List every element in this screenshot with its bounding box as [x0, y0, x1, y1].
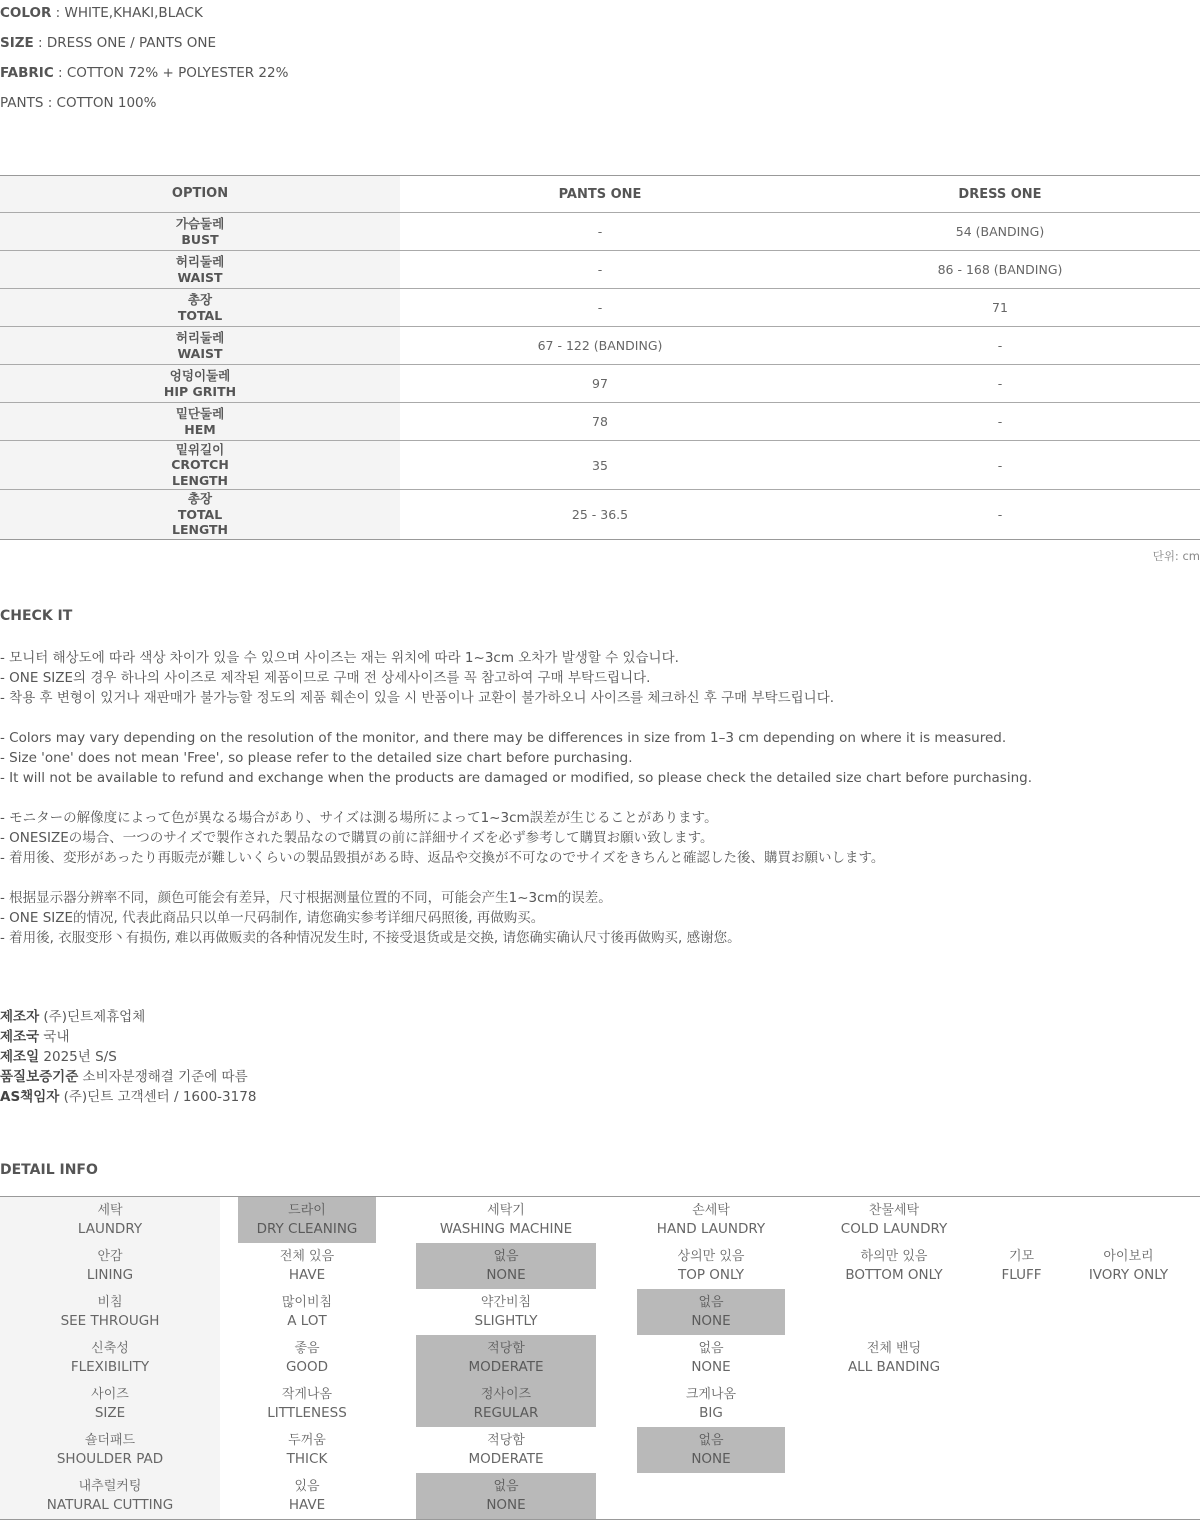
size-table [0, 175, 1200, 540]
check-ko-line: - ONE SIZE의 경우 하나의 사이즈로 제작된 제품이므로 구매 전 상세사이즈를 꼭 참고하여 구매 부탁드립니다. [0, 670, 651, 686]
detail-label-ko: 숄더패드 [84, 1433, 136, 1448]
dress-value: - [997, 414, 1003, 429]
detail-option-en: COLD LAUNDRY [840, 1221, 948, 1237]
maker-value: 소비자분쟁해결 기준에 따름 [78, 1069, 248, 1085]
size-table-row [0, 490, 1200, 539]
detail-row [0, 1381, 1200, 1427]
detail-option-en: ALL BANDING [847, 1359, 941, 1375]
detail-option-en: HAVE [288, 1497, 326, 1513]
detail-label-en: LAUNDRY [77, 1221, 143, 1237]
check-ko [0, 648, 834, 708]
maker-line [0, 1007, 256, 1027]
detail-label-en: LINING [86, 1267, 134, 1283]
maker-info [0, 1007, 256, 1107]
measure-label [0, 403, 400, 440]
detail-option-en: LITTLENESS [267, 1405, 347, 1421]
detail-option-en: MODERATE [468, 1359, 544, 1375]
check-ko-line: - 모니터 해상도에 따라 색상 차이가 있을 수 있으며 사이즈는 재는 위치에 따라 1~3cm 오차가 발생할 수 있습니다. [0, 650, 679, 666]
detail-row [0, 1289, 1200, 1335]
detail-label-en: SEE THROUGH [60, 1313, 160, 1329]
detail-option-ko: 찬물세탁 [868, 1203, 920, 1218]
maker-value: 2025년 S/S [39, 1049, 117, 1065]
detail-option [637, 1197, 785, 1243]
detail-option-ko: 손세탁 [692, 1203, 730, 1218]
detail-option-en: FLUFF [1001, 1267, 1042, 1283]
detail-table [0, 1196, 1200, 1520]
header-dress: DRESS ONE [958, 186, 1042, 202]
spec-color-value: : WHITE,KHAKI,BLACK [51, 5, 203, 21]
detail-option [985, 1243, 1058, 1289]
detail-label [0, 1473, 220, 1519]
detail-option-ko: 없음 [698, 1341, 724, 1356]
check-zh [0, 888, 741, 948]
measure-label-en: HEM [184, 421, 216, 437]
detail-option-en: NONE [691, 1359, 731, 1375]
spec-fabric [0, 60, 288, 86]
detail-row [0, 1243, 1200, 1289]
measure-label-ko: 밑단둘레 [175, 406, 225, 421]
dress-value: - [997, 507, 1003, 522]
detail-label [0, 1427, 220, 1473]
check-ja-line: - ONESIZEの場合、一つのサイズで製作された製品なので購買の前に詳細サイズを必ず参考して購買お願い致します。 [0, 830, 714, 846]
detail-option-ko: 좋음 [294, 1341, 320, 1356]
detail-option-en: IVORY ONLY [1088, 1267, 1169, 1283]
detail-label-en: NATURAL CUTTING [46, 1497, 174, 1513]
detail-option [637, 1335, 785, 1381]
size-table-row [0, 403, 1200, 441]
detail-option-en: THICK [286, 1451, 328, 1467]
check-zh-line: - ONE SIZE的情况, 代表此商品只以单一尺码制作, 请您确实参考详细尺码照後, 再做购买。 [0, 910, 545, 926]
check-en-line: - It will not be available to refund and exchange when the products are damaged or modified, so please check the detailed size chart before purchasing. [0, 770, 1032, 786]
detail-option [416, 1289, 596, 1335]
measure-label-ko: 총장 [187, 292, 213, 307]
measure-label-ko: 엉덩이둘레 [169, 368, 231, 383]
measure-label-en: TOTAL [177, 307, 223, 323]
spec-fabric-label: FABRIC [0, 65, 54, 81]
detail-option-ko: 적당함 [487, 1433, 525, 1448]
size-table-row [0, 327, 1200, 365]
measure-label-ko: 가슴둘레 [175, 216, 225, 231]
maker-line [0, 1087, 256, 1107]
maker-label: AS책임자 [0, 1089, 60, 1105]
maker-line [0, 1067, 256, 1087]
pants-value: 78 [592, 414, 608, 429]
detail-option [1058, 1243, 1199, 1289]
detail-option-ko: 하의만 있음 [860, 1249, 928, 1264]
check-ja-line: - 着用後、変形があったり再販売が難しいくらいの製品毀損がある時、返品や交換が不可なのでサイズをきちんと確認した後、購買お願いします。 [0, 850, 885, 866]
detail-label-ko: 신축성 [91, 1341, 129, 1356]
maker-label: 제조자 [0, 1009, 40, 1025]
detail-label-en: SIZE [94, 1405, 126, 1421]
detail-option [637, 1381, 785, 1427]
detail-option-selected [637, 1427, 785, 1473]
detail-label [0, 1289, 220, 1335]
measure-label-en: WAIST [177, 269, 223, 285]
check-en-line: - Size 'one' does not mean 'Free', so please refer to the detailed size chart before purchasing. [0, 750, 633, 766]
detail-option-ko: 기모 [1008, 1249, 1035, 1264]
size-table-row [0, 365, 1200, 403]
size-table-row [0, 289, 1200, 327]
measure-label-ko: 허리둘레 [175, 330, 225, 345]
measure-label-en: TOTAL [177, 506, 223, 522]
measure-label-en: HIP GRITH [163, 383, 237, 399]
pants-value: 25 - 36.5 [571, 507, 629, 522]
detail-option-selected [238, 1197, 376, 1243]
detail-option-ko: 세탁기 [487, 1203, 525, 1218]
pants-value: 67 - 122 (BANDING) [537, 338, 663, 353]
maker-line [0, 1047, 256, 1067]
detail-label-ko: 안감 [97, 1249, 123, 1264]
detail-title: DETAIL INFO [0, 1162, 98, 1178]
maker-line [0, 1027, 256, 1047]
maker-value: (주)딘트제휴업체 [39, 1009, 146, 1025]
detail-option-ko: 많이비침 [281, 1295, 333, 1310]
detail-option-ko: 없음 [698, 1433, 724, 1448]
pants-value: 97 [592, 376, 608, 391]
header-pants: PANTS ONE [558, 186, 642, 202]
detail-option-ko: 약간비침 [480, 1295, 532, 1310]
measure-label [0, 213, 400, 250]
detail-option-selected [416, 1381, 596, 1427]
detail-option [637, 1243, 785, 1289]
detail-label-en: SHOULDER PAD [56, 1451, 164, 1467]
detail-label [0, 1335, 220, 1381]
measure-label [0, 327, 400, 364]
detail-option-ko: 드라이 [288, 1203, 326, 1218]
detail-option [238, 1335, 376, 1381]
pants-value: - [597, 224, 603, 239]
detail-option-en: WASHING MACHINE [439, 1221, 573, 1237]
detail-option-ko: 적당함 [487, 1341, 525, 1356]
measure-label [0, 441, 400, 489]
detail-option-ko: 없음 [493, 1479, 519, 1494]
measure-label-en2: LENGTH [172, 522, 228, 538]
detail-option-selected [637, 1289, 785, 1335]
detail-option-ko: 정사이즈 [480, 1387, 532, 1402]
detail-option [238, 1427, 376, 1473]
detail-option-en: NONE [691, 1451, 731, 1467]
size-table-header [0, 176, 1200, 213]
detail-option [238, 1243, 376, 1289]
detail-option-en: NONE [486, 1267, 526, 1283]
spec-fabric-value: : COTTON 72% + POLYESTER 22% [53, 65, 289, 81]
detail-label-ko: 내추럴커팅 [78, 1479, 142, 1494]
dress-value: 86 - 168 (BANDING) [937, 262, 1063, 277]
detail-option [416, 1427, 596, 1473]
pants-value: 35 [592, 457, 608, 473]
check-ja-line: - モニターの解像度によって色が異なる場合があり、サイズは測る場所によって1~3cm誤差が生じることがあります。 [0, 810, 718, 826]
measure-label-ko: 총장 [187, 491, 213, 507]
detail-label-en: FLEXIBILITY [70, 1359, 150, 1375]
measure-label-ko: 허리둘레 [175, 254, 225, 269]
detail-option-ko: 두꺼움 [288, 1433, 326, 1448]
dress-value: - [997, 338, 1003, 353]
size-table-row [0, 251, 1200, 289]
detail-option-en: REGULAR [473, 1405, 539, 1421]
detail-option [803, 1335, 985, 1381]
measure-label [0, 289, 400, 326]
detail-option-ko: 있음 [294, 1479, 320, 1494]
spec-size-value: : DRESS ONE / PANTS ONE [33, 35, 216, 51]
check-en-line: - Colors may vary depending on the resolution of the monitor, and there may be differences in size from 1–3 cm depending on where it is measured. [0, 730, 1007, 746]
detail-option-en: NONE [486, 1497, 526, 1513]
detail-option-en: BOTTOM ONLY [845, 1267, 943, 1283]
maker-label: 제조일 [0, 1049, 40, 1065]
spec-size [0, 30, 216, 56]
check-ko-line: - 착용 후 변형이 있거나 재판매가 불가능할 정도의 제품 훼손이 있을 시 반품이나 교환이 불가하오니 사이즈를 체크하신 후 구매 부탁드립니다. [0, 690, 835, 706]
check-zh-line: - 根据显示器分辨率不同，颜色可能会有差异，尺寸根据测量位置的不同，可能会产生1~3cm的误差。 [0, 890, 612, 906]
detail-option-ko: 상의만 있음 [677, 1249, 745, 1264]
unit-label: 단위: cm [1152, 549, 1200, 563]
detail-label [0, 1381, 220, 1427]
detail-option-en: HAVE [288, 1267, 326, 1283]
measure-label-en: BUST [181, 231, 219, 247]
detail-row [0, 1335, 1200, 1381]
detail-option-en: TOP ONLY [677, 1267, 744, 1283]
detail-option-ko: 전체 밴딩 [866, 1341, 922, 1356]
detail-option-selected [416, 1473, 596, 1519]
detail-option-en: BIG [699, 1405, 723, 1421]
detail-label-ko: 사이즈 [91, 1387, 129, 1402]
measure-label [0, 251, 400, 288]
check-ja [0, 808, 884, 868]
measure-label [0, 490, 400, 539]
detail-option-ko: 없음 [698, 1295, 724, 1310]
detail-row [0, 1427, 1200, 1473]
detail-label-ko: 세탁 [97, 1203, 123, 1218]
spec-size-label: SIZE [0, 35, 34, 51]
detail-option [238, 1381, 376, 1427]
detail-option [238, 1473, 376, 1519]
detail-option [238, 1289, 376, 1335]
measure-label-en2: LENGTH [172, 472, 228, 488]
maker-value: (주)딘트 고객센터 / 1600-3178 [59, 1089, 257, 1105]
dress-value: 54 (BANDING) [955, 224, 1045, 239]
detail-option-en: A LOT [287, 1313, 327, 1329]
detail-option [416, 1197, 596, 1243]
detail-option-en: DRY CLEANING [256, 1221, 358, 1237]
check-zh-line: - 着用後, 衣服变形丶有损伤, 难以再做贩卖的各种情况发生时, 不接受退货或是交换, 请您确实确认尺寸後再做购买, 感谢您。 [0, 930, 741, 946]
measure-label-en: WAIST [177, 345, 223, 361]
detail-option-en: NONE [691, 1313, 731, 1329]
detail-row [0, 1473, 1200, 1519]
measure-label [0, 365, 400, 402]
spec-color [0, 0, 203, 26]
maker-label: 제조국 [0, 1029, 40, 1045]
detail-option-ko: 아이보리 [1103, 1249, 1154, 1264]
detail-label [0, 1197, 220, 1243]
size-table-row [0, 441, 1200, 490]
dress-value: - [997, 457, 1003, 473]
spec-pants: PANTS : COTTON 100% [0, 95, 157, 111]
detail-option-selected [416, 1335, 596, 1381]
detail-option [803, 1243, 985, 1289]
measure-label-en: CROTCH [171, 457, 229, 473]
detail-label [0, 1243, 220, 1289]
header-option: OPTION [0, 176, 400, 212]
detail-option-ko: 크게나옴 [685, 1387, 737, 1402]
detail-option-en: GOOD [285, 1359, 329, 1375]
maker-value: 국내 [39, 1029, 70, 1045]
detail-option-ko: 작게나옴 [281, 1387, 333, 1402]
detail-option-en: HAND LAUNDRY [656, 1221, 766, 1237]
detail-row [0, 1197, 1200, 1243]
size-table-row [0, 213, 1200, 251]
check-en [0, 728, 1032, 788]
dress-value: 71 [992, 300, 1008, 315]
detail-label-ko: 비침 [97, 1295, 123, 1310]
detail-option-ko: 없음 [493, 1249, 519, 1264]
detail-option-ko: 전체 있음 [279, 1249, 335, 1264]
detail-option [803, 1197, 985, 1243]
dress-value: - [997, 376, 1003, 391]
measure-label-ko: 밑위길이 [175, 441, 225, 457]
pants-value: - [597, 262, 603, 277]
spec-color-label: COLOR [0, 5, 52, 21]
detail-option-en: MODERATE [468, 1451, 544, 1467]
check-title: CHECK IT [0, 608, 73, 624]
maker-label: 품질보증기준 [0, 1069, 79, 1085]
detail-option-selected [416, 1243, 596, 1289]
detail-option-en: SLIGHTLY [474, 1313, 538, 1329]
pants-value: - [597, 300, 603, 315]
